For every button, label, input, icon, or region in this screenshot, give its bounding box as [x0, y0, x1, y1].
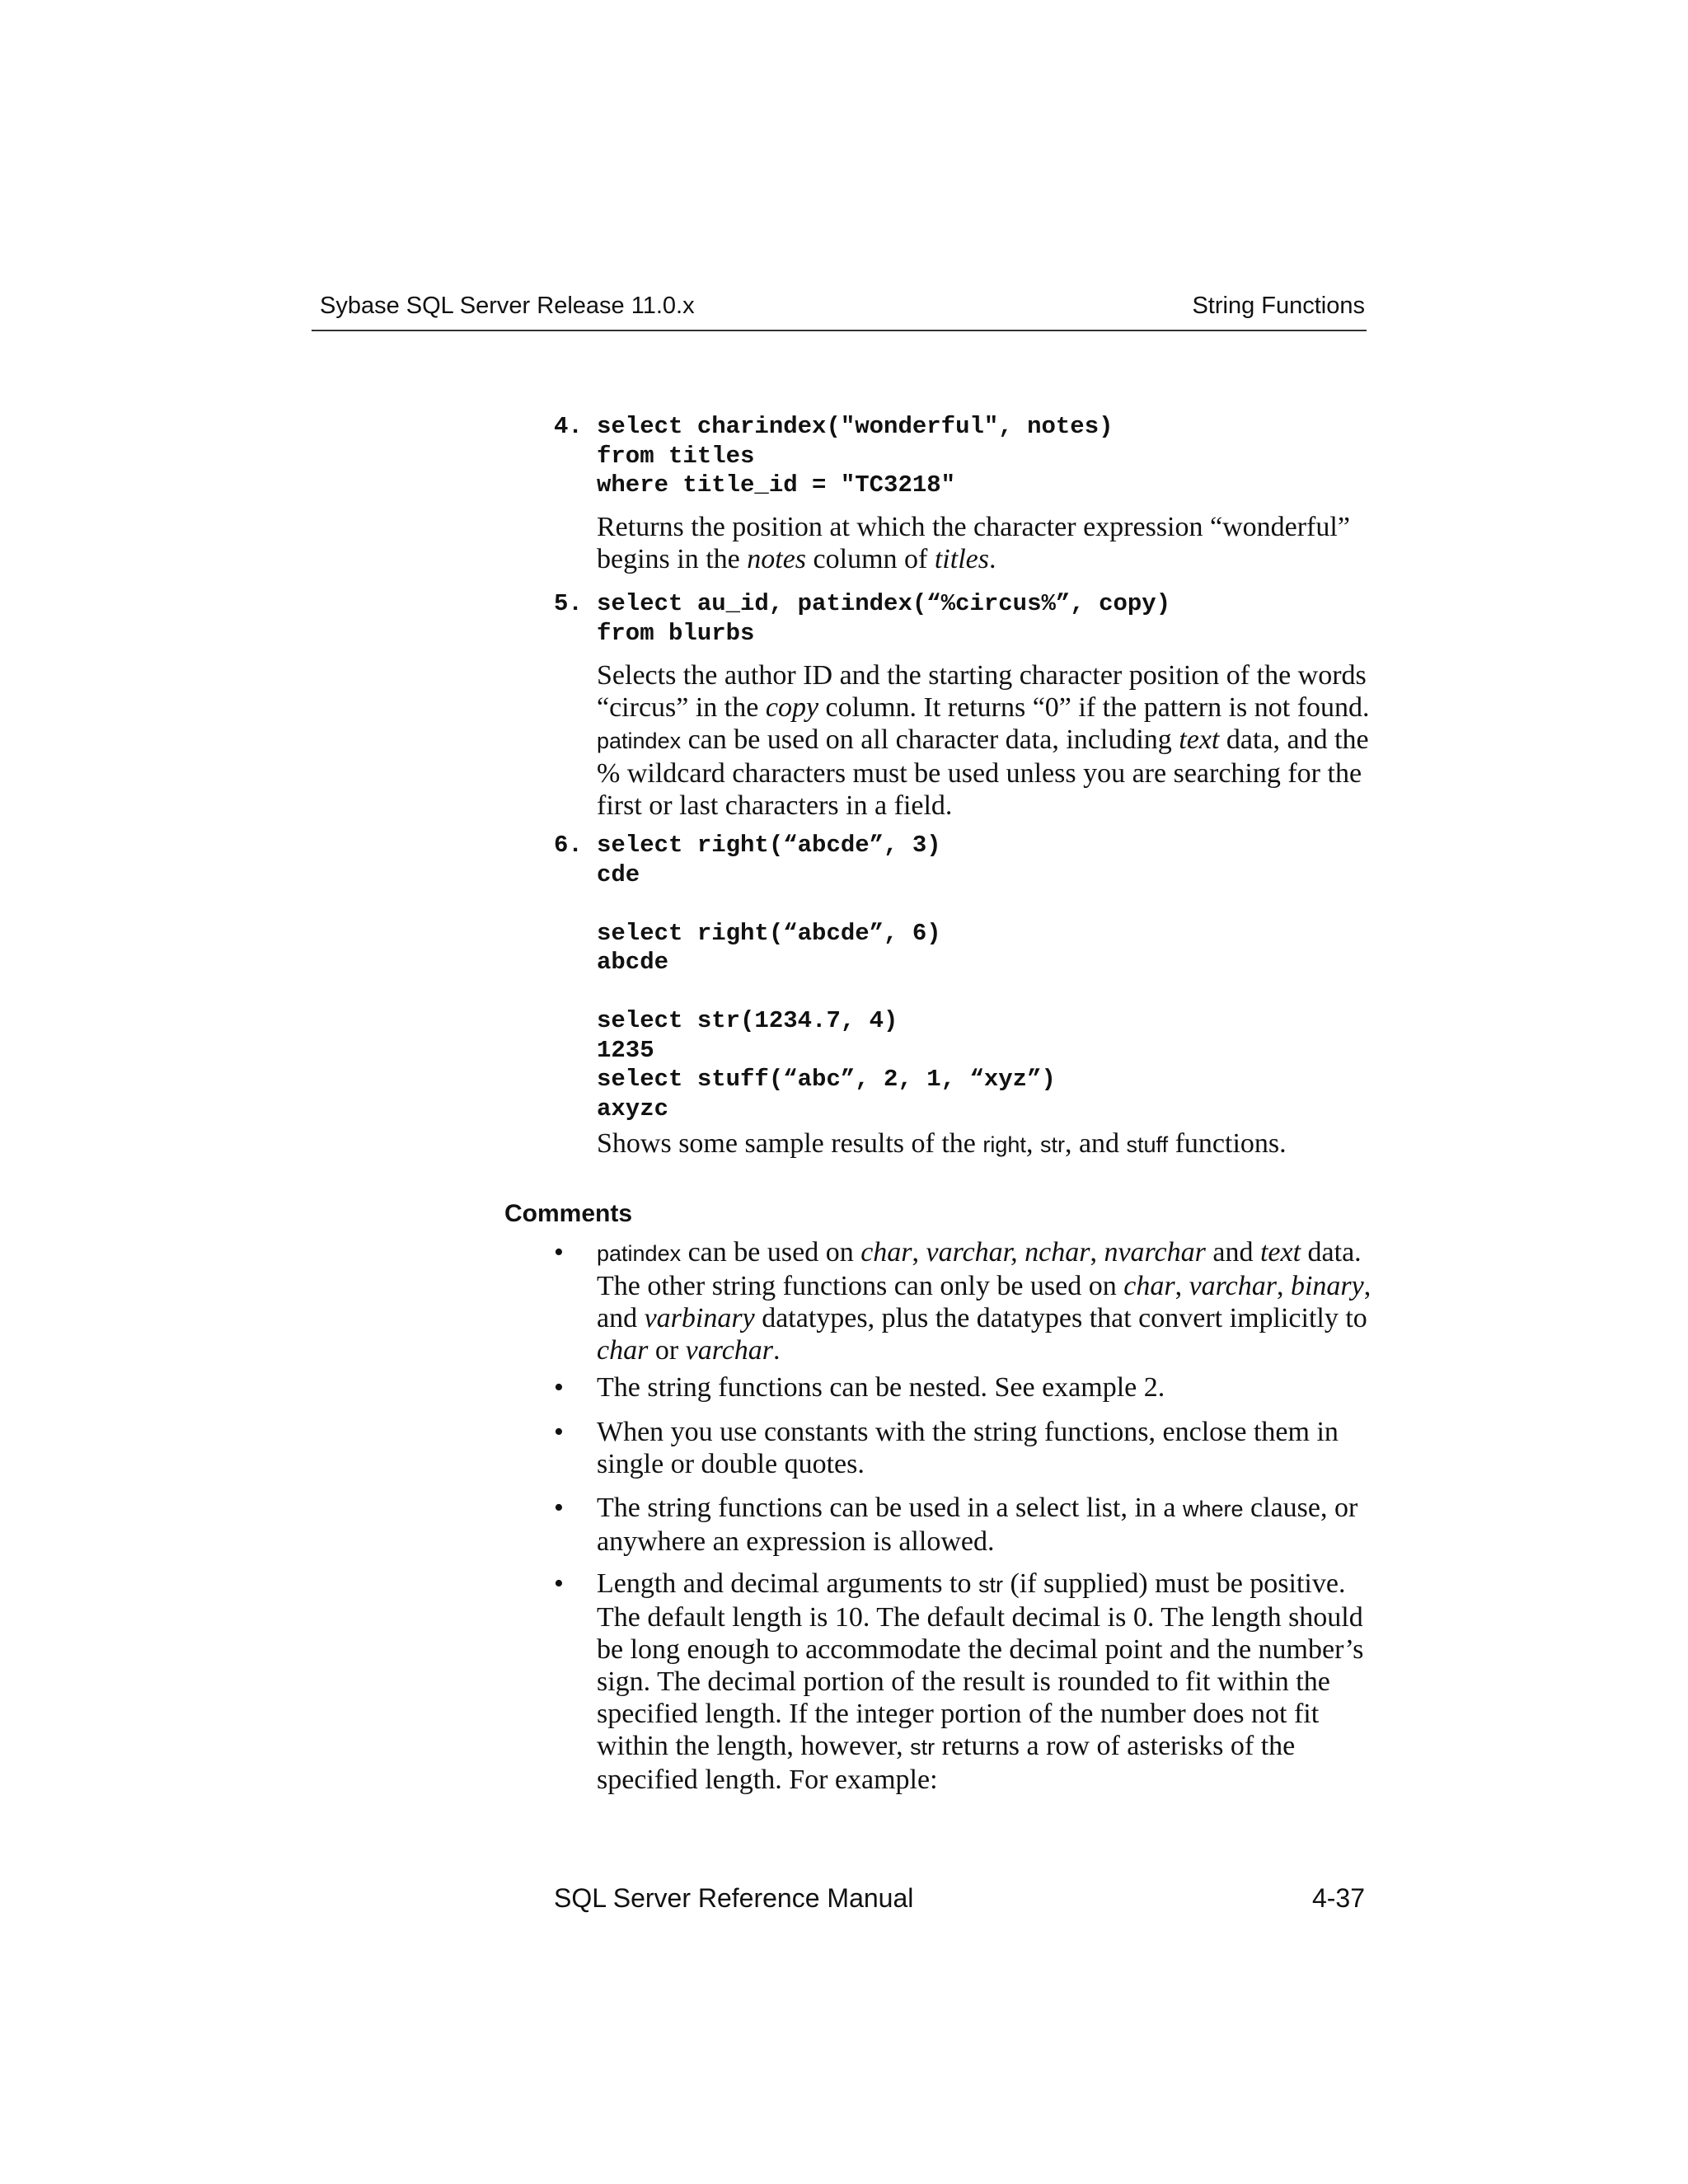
- comment-item: patindex can be used on char, varchar, nchar, nvarchar and text data. The other string functions can only be used on char, varchar, binary, and varbinary datatypes, plus the datatypes that convert implicitly to char or varchar.: [597, 1237, 1372, 1366]
- page-number: 4-37: [1311, 1883, 1365, 1913]
- header-rule: [312, 330, 1367, 331]
- bullet-icon: •: [554, 1237, 564, 1268]
- comment-item: The string functions can be nested. See example 2.: [597, 1372, 1165, 1403]
- example-number: 6.: [554, 832, 583, 859]
- example-description: Shows some sample results of the right, str, and stuff functions.: [597, 1128, 1287, 1159]
- code-example: select charindex("wonderful", notes) from titles where title_id = "TC3218": [597, 413, 1114, 499]
- bullet-icon: •: [554, 1493, 564, 1523]
- example-number: 4.: [554, 413, 583, 440]
- code-example: select au_id, patindex(“%circus%”, copy) from blurbs: [597, 590, 1171, 647]
- footer-manual-title: SQL Server Reference Manual: [554, 1883, 914, 1913]
- code-example: select right(“abcde”, 3) cde select right(“abcde”, 6) abcde select str(1234.7, 4) 1235 select stuff(“abc”, 2, 1, “xyz”) axyzc: [597, 832, 1056, 1122]
- comment-item: Length and decimal arguments to str (if supplied) must be positive. The default length is 10. The default decimal is 0. The length should be long enough to accommodate the decimal point and the number’s sign. The decimal portion of the result is rounded to fit within the specified length. If the integer portion of the number does not fit within the length, however, str returns a row of asterisks of the specified length. For example:: [597, 1568, 1364, 1795]
- comment-item: When you use constants with the string functions, enclose them in single or double quotes.: [597, 1417, 1339, 1479]
- comment-item: The string functions can be used in a select list, in a where clause, or anywhere an expression is allowed.: [597, 1493, 1358, 1557]
- header-section-title: String Functions: [1192, 293, 1365, 319]
- example-description: Returns the position at which the character expression “wonderful” begins in the notes column of titles.: [597, 512, 1350, 574]
- header-document-title: Sybase SQL Server Release 11.0.x: [320, 293, 695, 319]
- section-heading-comments: Comments: [504, 1200, 633, 1227]
- bullet-icon: •: [554, 1417, 564, 1447]
- bullet-icon: •: [554, 1568, 564, 1599]
- example-number: 5.: [554, 590, 583, 617]
- bullet-icon: •: [554, 1372, 564, 1403]
- example-description: Selects the author ID and the starting character position of the words “circus” in the copy column. It returns “0” if the pattern is not found. patindex can be used on all character data, including text data, and the % wildcard characters must be used unless you are searching for the first or last characters in a field.: [597, 660, 1370, 821]
